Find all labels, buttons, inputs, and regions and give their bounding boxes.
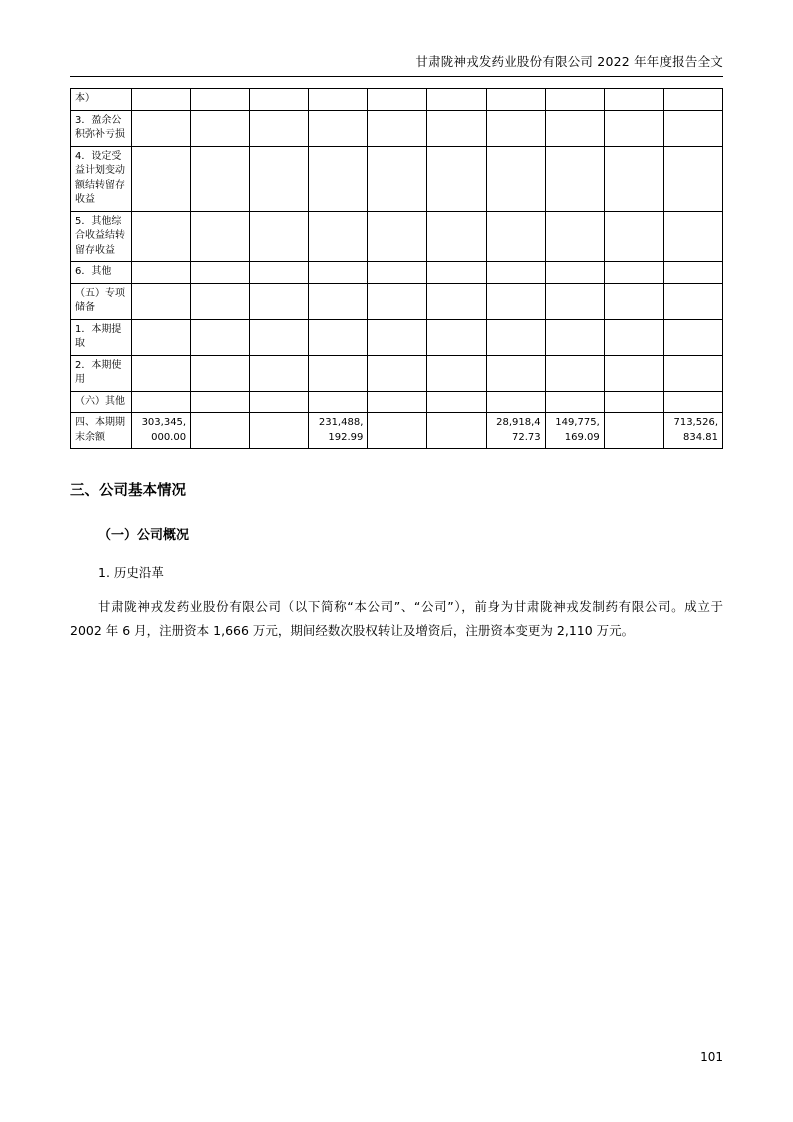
row-label: 1．本期提取	[71, 319, 132, 355]
row-cell	[545, 319, 604, 355]
row-cell	[663, 146, 722, 211]
row-cell	[132, 146, 191, 211]
row-cell	[132, 283, 191, 319]
row-cell	[309, 211, 368, 262]
table-row	[71, 146, 723, 211]
row-cell	[486, 391, 545, 413]
row-cell: 713,526,834.81	[663, 413, 722, 449]
table-row	[71, 110, 723, 146]
row-cell	[663, 355, 722, 391]
row-cell	[368, 146, 427, 211]
row-cell	[486, 110, 545, 146]
row-cell	[250, 110, 309, 146]
row-label: （五）专项储备	[71, 283, 132, 319]
row-cell	[368, 262, 427, 284]
table-row	[71, 391, 723, 413]
row-cell	[486, 283, 545, 319]
row-cell	[545, 355, 604, 391]
row-cell	[486, 211, 545, 262]
row-cell	[545, 89, 604, 111]
section-heading: 三、公司基本情况	[70, 483, 186, 499]
table-row	[71, 283, 723, 319]
table-body	[71, 89, 723, 449]
row-cell	[604, 89, 663, 111]
row-label: 6．其他	[71, 262, 132, 284]
row-cell	[427, 110, 486, 146]
row-cell	[191, 146, 250, 211]
row-cell: 231,488,192.99	[309, 413, 368, 449]
row-cell	[604, 146, 663, 211]
row-cell	[545, 146, 604, 211]
row-cell	[132, 211, 191, 262]
row-label: 3．盈余公积弥补亏损	[71, 110, 132, 146]
row-cell	[309, 319, 368, 355]
row-cell	[250, 211, 309, 262]
row-cell	[486, 89, 545, 111]
row-cell: 28,918,472.73	[486, 413, 545, 449]
row-label: （六）其他	[71, 391, 132, 413]
item-heading: 1. 历史沿革	[98, 565, 164, 580]
row-cell	[191, 413, 250, 449]
row-cell: 149,775,169.09	[545, 413, 604, 449]
row-cell	[604, 319, 663, 355]
row-cell	[250, 319, 309, 355]
row-cell: 303,345,000.00	[132, 413, 191, 449]
row-cell	[132, 89, 191, 111]
row-cell	[368, 391, 427, 413]
row-cell	[368, 89, 427, 111]
row-cell	[663, 283, 722, 319]
row-cell	[250, 262, 309, 284]
row-cell	[663, 319, 722, 355]
subsection-heading: （一）公司概况	[98, 528, 190, 543]
row-cell	[368, 413, 427, 449]
row-cell	[309, 262, 368, 284]
table-row	[71, 413, 723, 449]
row-cell	[545, 211, 604, 262]
row-cell	[427, 283, 486, 319]
row-cell	[545, 110, 604, 146]
row-label: 4．设定受益计划变动额结转留存收益	[71, 146, 132, 211]
row-cell	[132, 355, 191, 391]
row-cell	[132, 110, 191, 146]
row-cell	[427, 391, 486, 413]
row-cell	[486, 146, 545, 211]
row-cell	[309, 283, 368, 319]
row-cell	[663, 262, 722, 284]
row-cell	[604, 211, 663, 262]
row-cell	[132, 391, 191, 413]
table-row	[71, 319, 723, 355]
row-cell	[604, 355, 663, 391]
row-cell	[604, 262, 663, 284]
row-cell	[427, 211, 486, 262]
table-row	[71, 211, 723, 262]
row-cell	[191, 391, 250, 413]
row-cell	[368, 319, 427, 355]
row-cell	[427, 319, 486, 355]
table-row	[71, 355, 723, 391]
row-cell	[604, 391, 663, 413]
row-label: 四、本期期末余额	[71, 413, 132, 449]
row-cell	[250, 355, 309, 391]
row-cell	[427, 262, 486, 284]
header-title: 甘肃陇神戎发药业股份有限公司 2022 年年度报告全文	[415, 54, 723, 69]
row-cell	[309, 110, 368, 146]
row-cell	[191, 89, 250, 111]
row-cell	[368, 355, 427, 391]
row-cell	[250, 413, 309, 449]
page-header	[70, 52, 723, 70]
row-cell	[191, 319, 250, 355]
row-cell	[427, 146, 486, 211]
row-cell	[427, 355, 486, 391]
row-cell	[250, 283, 309, 319]
row-cell	[368, 110, 427, 146]
row-cell	[604, 413, 663, 449]
row-cell	[309, 89, 368, 111]
row-cell	[132, 319, 191, 355]
row-cell	[368, 211, 427, 262]
row-label: 本）	[71, 89, 132, 111]
page-number: 101	[700, 1050, 723, 1064]
header-divider	[70, 76, 723, 77]
row-label: 2．本期使用	[71, 355, 132, 391]
row-cell	[250, 146, 309, 211]
row-cell	[486, 262, 545, 284]
row-cell	[368, 283, 427, 319]
row-cell	[486, 355, 545, 391]
row-cell	[250, 391, 309, 413]
row-cell	[427, 89, 486, 111]
row-cell	[309, 146, 368, 211]
row-cell	[191, 110, 250, 146]
row-cell	[545, 283, 604, 319]
table-row	[71, 89, 723, 111]
equity-change-table	[70, 88, 723, 449]
row-cell	[250, 89, 309, 111]
row-cell	[486, 319, 545, 355]
row-cell	[604, 110, 663, 146]
row-cell	[191, 262, 250, 284]
row-cell	[663, 89, 722, 111]
row-cell	[427, 413, 486, 449]
row-cell	[132, 262, 191, 284]
row-label: 5．其他综合收益结转留存收益	[71, 211, 132, 262]
row-cell	[663, 391, 722, 413]
row-cell	[604, 283, 663, 319]
row-cell	[545, 391, 604, 413]
row-cell	[663, 211, 722, 262]
body-paragraph: 甘肃陇神戎发药业股份有限公司（以下简称“本公司”、“公司”），前身为甘肃陇神戎发制药有限公司。成立于 2002 年 6 月，注册资本 1,666 万元，期间经数次股权转让及增资后，注册资本变更为 2,110 万元。	[70, 599, 723, 639]
row-cell	[663, 110, 722, 146]
row-cell	[191, 355, 250, 391]
row-cell	[545, 262, 604, 284]
row-cell	[191, 283, 250, 319]
row-cell	[191, 211, 250, 262]
table-row	[71, 262, 723, 284]
page-content	[70, 88, 723, 644]
row-cell	[309, 355, 368, 391]
row-cell	[309, 391, 368, 413]
